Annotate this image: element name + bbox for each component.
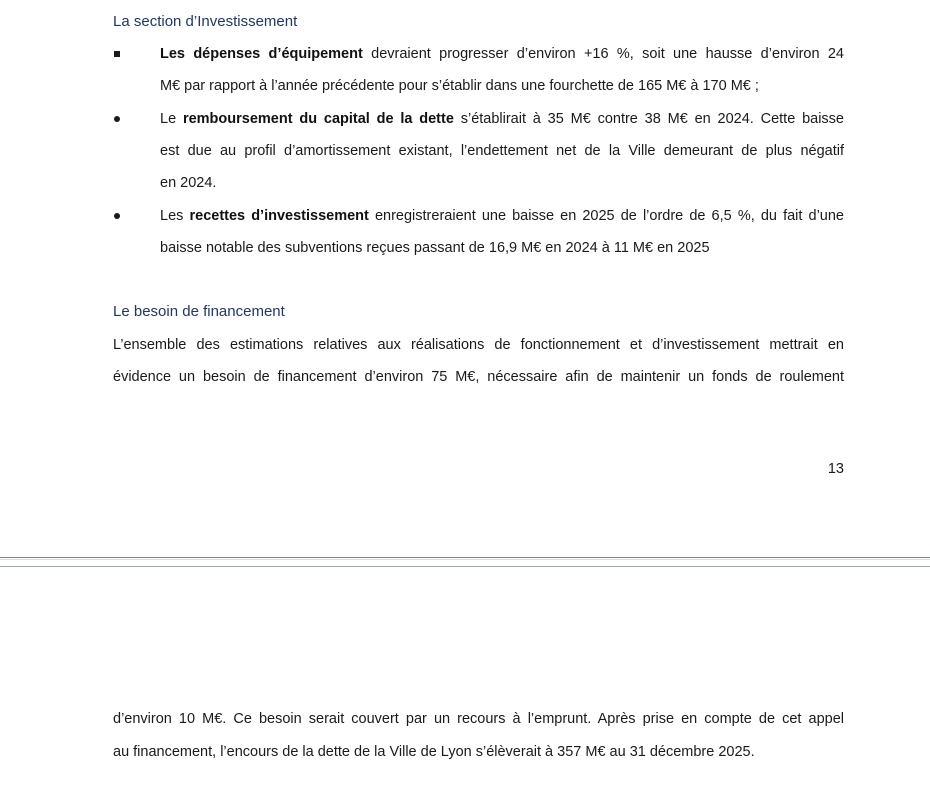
bullet-1-line-1 xyxy=(160,44,844,64)
bullet-3-prefix: Les xyxy=(160,208,190,224)
bold-term: recettes d’investissement xyxy=(189,208,369,224)
page-number: 13 xyxy=(827,461,844,477)
besoin-financement-heading: Le besoin de financement xyxy=(113,303,285,320)
page-break-separator xyxy=(0,557,930,567)
dot-bullet-icon xyxy=(114,213,120,219)
bullet-2-line-3: en 2024. xyxy=(160,175,217,191)
section-investissement-heading: La section d’Investissement xyxy=(113,13,298,30)
paragraph-line-1: L’ensemble des estimations relatives aux réalisations de fonctionnement et d’investissement mettrait en xyxy=(113,337,844,353)
bullet-2-line-1 xyxy=(160,109,844,129)
paragraph-line-2: évidence un besoin de financement d’environ 75 M€, nécessaire afin de maintenir un fonds de roulement xyxy=(113,369,844,385)
bold-term: remboursement du capital de la dette xyxy=(182,111,454,127)
bullet-3-text: enregistreraient une baisse en 2025 de l’ordre de 6,5 %, du fait d’une xyxy=(368,208,844,224)
bullet-3-line-2: baisse notable des subventions reçues passant de 16,9 M€ en 2024 à 11 M€ en 2025 xyxy=(160,240,710,256)
bullet-2-prefix: Le xyxy=(160,111,183,127)
bullet-2-line-2: est due au profil d’amortissement existant, l’endettement net de la Ville demeurant de plus négatif xyxy=(160,143,844,159)
bullet-1-text: devraient progresser d’environ +16 %, soit une hausse d’environ 24 xyxy=(362,46,844,62)
page-break-edge xyxy=(0,559,930,560)
dot-bullet-icon xyxy=(114,116,120,122)
document-page-14 xyxy=(0,567,930,812)
bullet-1-line-2: M€ par rapport à l’année précédente pour s’établir dans une fourchette de 165 M€ à 170 M€ ; xyxy=(160,78,759,94)
continuation-line-2: au financement, l’encours de la dette de la Ville de Lyon s’élèverait à 357 M€ au 31 décembre 2025. xyxy=(113,744,755,760)
bold-term: Les dépenses d’équipement xyxy=(160,46,363,62)
bullet-2-text: s’établirait à 35 M€ contre 38 M€ en 2024. Cette baisse xyxy=(453,111,844,127)
continuation-line-1: d’environ 10 M€. Ce besoin serait couvert par un recours à l’emprunt. Après prise en compte de cet appel xyxy=(113,711,844,727)
bullet-3-line-1 xyxy=(160,206,844,226)
square-bullet-icon xyxy=(114,51,120,57)
